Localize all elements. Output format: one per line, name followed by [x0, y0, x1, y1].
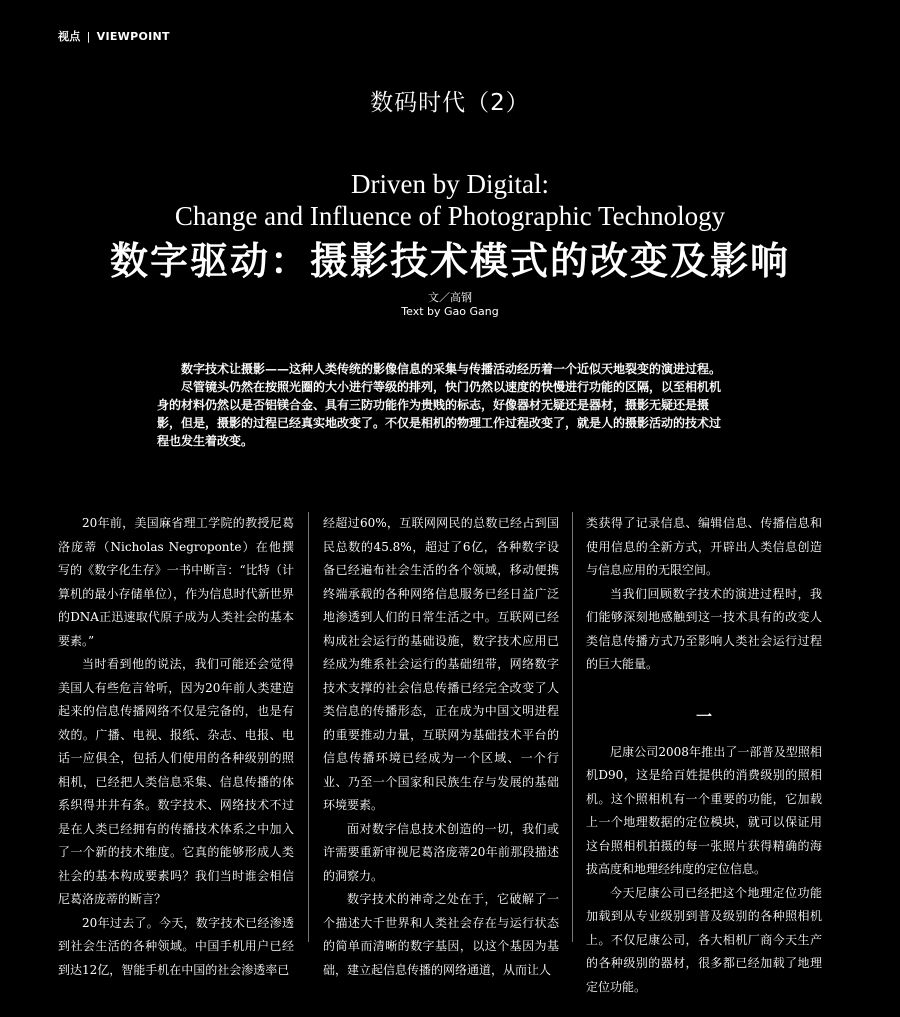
column-divider [308, 512, 309, 942]
byline-zh: 文／高钢 [428, 291, 472, 304]
lead-line: 尽管镜头仍然在按照光圈的大小进行等级的排列，快门仍然以速度的快慢进行功能的区隔，以至相机机身的材料仍然以是否铝镁合金、具有三防功能作为贵贱的标志，好像器材无疑还是器材，摄影无疑还是摄影，但是，摄影的过程已经真实地改变了。不仅是相机的物理工作过程改变了，就是人的摄影活动的技术过程也发生着改变。 [157, 380, 722, 448]
body-paragraph: 尼康公司2008年推出了一部普及型照相机D90，这是给百姓提供的消费级别的照相机。这个照相机有一个重要的功能，它加载上一个地理数据的定位模块，就可以保证用这台照相机拍摄的每一张照片获得精确的海拔高度和地理经纬度的定位信息。 [586, 744, 822, 876]
body-paragraph: 数字技术的神奇之处在于，它破解了一个描述大千世界和人类社会存在与运行状态的简单而清晰的数字基因，以这个基因为基础，建立起信息传播的网络通道，从而让人 [323, 892, 559, 977]
body-paragraph: 面对数字信息技术创造的一切，我们或许需要重新审视尼葛洛庞蒂20年前那段描述的洞察力。 [323, 821, 559, 883]
body-paragraph: 当我们回顾数字技术的演进过程时，我们能够深刻地感触到这一技术具有的改变人类信息传播方式乃至影响人类社会运行过程的巨大能量。 [586, 586, 822, 671]
body-paragraph: 当时看到他的说法，我们可能还会觉得美国人有些危言耸听，因为20年前人类建造起来的信息传播网络不仅是完备的，也是有效的。广播、电视、报纸、杂志、电报、电话一应俱全，包括人们使用的各种级别的照相机，已经把人类信息采集、信息传播的体系织得井井有条。数字技术、网络技术不过是在人类已经拥有的传播技术体系之中加入了一个新的技术维度。它真的能够形成人类社会的基本构成要素吗？我们当时谁会相信尼葛洛庞蒂的断言？ [58, 657, 294, 906]
lead-paragraph [157, 360, 731, 450]
series-title: 数码时代（2） [370, 90, 530, 116]
section-header [58, 28, 170, 44]
english-title-line-1: Driven by Digital: [351, 169, 549, 199]
body-paragraph: 20年前，美国麻省理工学院的教授尼葛洛庞蒂（Nicholas Negroponte）在他撰写的《数字化生存》一书中断言：“比特（计算机的最小存储单位），作为信息时代新世界的DNA正迅速取代原子成为人类社会的基本要素。” [58, 516, 294, 648]
section-name-zh: 视点 [58, 30, 81, 43]
body-column-1 [58, 512, 294, 982]
byline-en: Text by Gao Gang [401, 305, 499, 318]
body-paragraph: 今天尼康公司已经把这个地理定位功能加载到从专业级别到普及级别的各种照相机上。不仅尼康公司，各大相机厂商今天生产的各种级别的器材，很多都已经加载了地理定位功能。 [586, 885, 822, 994]
body-column-3 [586, 512, 822, 999]
section-number: 一 [695, 706, 712, 726]
section-name-en: VIEWPOINT [96, 30, 170, 43]
english-title-line-2: Change and Influence of Photographic Technology [174, 201, 726, 231]
chinese-title: 数字驱动：摄影技术模式的改变及影响 [109, 238, 790, 283]
column-divider [572, 512, 573, 942]
english-title [0, 168, 900, 232]
body-column-2 [323, 512, 559, 982]
byline [0, 291, 900, 319]
body-paragraph: 经超过60%，互联网网民的总数已经占到国民总数的45.8%，超过了6亿，各种数字设备已经遍布社会生活的各个领域，移动便携终端承载的各种网络信息服务已经日益广泛地渗透到人们的日常生活之中。互联网已经构成社会运行的基础设施，数字技术应用已经成为维系社会运行的基础纽带，网络数字技术支撑的社会信息传播已经完全改变了人类信息的传播形态，正在成为中国文明进程的重要推动力量，互联网为基础技术平台的信息传播环境已经成为一个区域、一个行业、乃至一个国家和民族生存与发展的基础环境要素。 [323, 516, 559, 812]
lead-line: 数字技术让摄影——这种人类传统的影像信息的采集与传播活动经历着一个近似天地裂变的演进过程。 [181, 362, 722, 376]
header-separator: | [86, 30, 91, 43]
body-paragraph: 类获得了记录信息、编辑信息、传播信息和使用信息的全新方式，开辟出人类信息创造与信息应用的无限空间。 [586, 516, 822, 577]
body-paragraph: 20年过去了。今天，数字技术已经渗透到社会生活的各种领域。中国手机用户已经到达12亿，智能手机在中国的社会渗透率已 [58, 915, 294, 977]
